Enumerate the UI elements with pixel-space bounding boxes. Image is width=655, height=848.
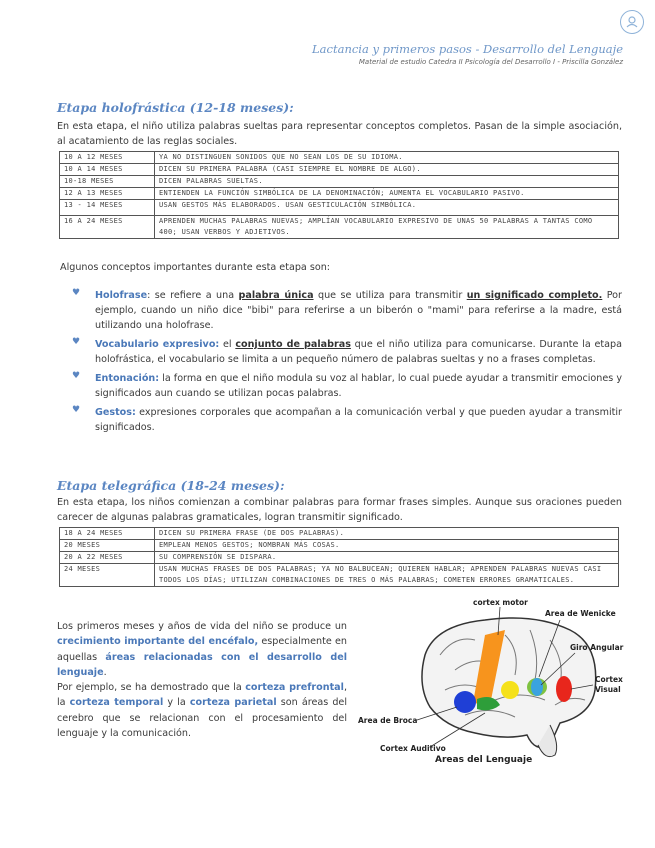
label-cortex-motor: cortex motor	[473, 598, 528, 607]
table-row	[60, 564, 619, 587]
concept-term: Entonación:	[95, 373, 160, 384]
label-area-wenicke: Area de Wenicke	[545, 609, 616, 618]
brain-paragraph	[57, 619, 347, 741]
holofrastica-table	[59, 151, 619, 239]
concept-text: la forma en que el niño modula su voz al hablar, lo cual puede ayudar a transmitir emociones y significados aun cuando se utilizan pocas palabras.	[95, 373, 622, 399]
text: Los primeros meses y años de vida del niño se produce un	[57, 621, 347, 632]
desc-cell: DICEN SU PRIMERA FRASE (DE DOS PALABRAS).	[155, 528, 619, 540]
label-giro-angular: Giro Angular	[570, 643, 624, 652]
concept-term: Holofrase	[95, 290, 148, 301]
table-row	[60, 552, 619, 564]
highlight: crecimiento importante del encéfalo,	[57, 636, 259, 648]
list-item	[72, 288, 622, 333]
concept-text: Por ejemplo, cuando un niño dice "bibi" para referirse a un biberón o "mami" para referirse a la madre, está utilizando una holofrase.	[95, 290, 622, 331]
logo-icon	[620, 10, 644, 34]
concept-emphasis: conjunto de palabras	[235, 339, 351, 350]
age-cell: 12 A 13 MESES	[60, 188, 155, 200]
concept-text: el	[219, 339, 236, 350]
age-cell: 10 A 12 MESES	[60, 152, 155, 164]
text: especialmente en aquellas	[57, 636, 348, 663]
text: , la	[57, 682, 347, 709]
desc-cell: SU COMPRENSIÓN SE DISPARA.	[155, 552, 619, 564]
desc-cell: USAN GESTOS MÁS ELABORADOS. USAN GESTICULACIÓN SIMBÓLICA.	[155, 200, 619, 216]
table-row	[60, 176, 619, 188]
highlight: corteza parietal	[189, 697, 277, 709]
section-title-telegrafica: Etapa telegráfica (18-24 meses):	[57, 478, 285, 493]
list-item	[72, 371, 622, 401]
age-cell: 10-18 MESES	[60, 176, 155, 188]
desc-cell: DICEN PALABRAS SUELTAS.	[155, 176, 619, 188]
concept-text: : se refiere a una	[147, 290, 239, 301]
visual-blue-area	[531, 678, 543, 696]
highlight: corteza temporal	[69, 697, 164, 709]
concepts-list	[72, 288, 622, 439]
table-row	[60, 540, 619, 552]
age-cell: 18 A 24 MESES	[60, 528, 155, 540]
table-row	[60, 216, 619, 239]
concept-text: expresiones corporales que acompañan a la comunicación verbal y que pueden ayudar a transmitir significados.	[95, 407, 622, 433]
telegrafica-intro: En esta etapa, los niños comienzan a combinar palabras para formar frases simples. Aunque sus oraciones pueden carecer de algunas palabras gramaticales, logran transmitir significado.	[57, 497, 622, 523]
telegrafica-table	[59, 527, 619, 587]
angular-gyrus-area	[501, 681, 519, 699]
text: .	[103, 666, 107, 678]
age-cell: 10 A 14 MESES	[60, 164, 155, 176]
desc-cell: EMPLEAN MENOS GESTOS; NOMBRAN MÁS COSAS.	[155, 540, 619, 552]
broca-area	[454, 691, 476, 713]
label-cortex-auditivo: Cortex Auditivo	[380, 744, 446, 753]
highlight: áreas relacionadas con el desarrollo del lenguaje	[57, 651, 347, 678]
concepts-intro: Algunos conceptos importantes durante esta etapa son:	[60, 262, 331, 273]
age-cell: 20 MESES	[60, 540, 155, 552]
heart-icon: ♥	[72, 288, 81, 298]
concept-term: Gestos:	[95, 407, 136, 418]
label-area-broca: Area de Broca	[358, 716, 418, 725]
desc-cell: YA NO DISTINGUEN SONIDOS QUE NO SEAN LOS DE SU IDIOMA.	[155, 152, 619, 164]
concept-emphasis: un significado completo.	[466, 290, 603, 301]
concept-term: Vocabulario expresivo:	[95, 339, 220, 350]
figure-caption: Areas del Lenguaje	[435, 755, 533, 765]
table-row	[60, 152, 619, 164]
holofrastica-intro: En esta etapa, el niño utiliza palabras sueltas para representar conceptos completos. Pasan de la simple asociación, al acatamiento de las reglas sociales.	[57, 121, 622, 147]
desc-cell: DICEN SU PRIMERA PALABRA (CASI SIEMPRE EL NOMBRE DE ALGO).	[155, 164, 619, 176]
age-cell: 20 A 22 MESES	[60, 552, 155, 564]
table-row	[60, 164, 619, 176]
table-row	[60, 528, 619, 540]
text: Por ejemplo, se ha demostrado que la	[57, 682, 246, 694]
header-title: Lactancia y primeros pasos - Desarrollo del Lenguaje	[312, 42, 623, 56]
age-cell: 13 - 14 MESES	[60, 200, 155, 216]
age-cell: 16 A 24 MESES	[60, 216, 155, 239]
concept-text: que se utiliza para transmitir	[313, 290, 467, 301]
heart-icon: ♥	[72, 337, 81, 347]
text: y la	[163, 697, 190, 709]
section-title-holofrastica: Etapa holofrástica (12-18 meses):	[57, 100, 294, 115]
text: son áreas del cerebro que se relacionan con el procesamiento del lenguaje y la comunicación.	[57, 697, 348, 740]
list-item	[72, 405, 622, 435]
desc-cell: ENTIENDEN LA FUNCIÓN SIMBÓLICA DE LA DENOMINACIÓN; AUMENTA EL VOCABULARIO PASIVO.	[155, 188, 619, 200]
table-row	[60, 188, 619, 200]
header-subtitle: Material de estudio Catedra II Psicología del Desarrollo I - Priscilla González	[358, 58, 623, 66]
age-cell: 24 MESES	[60, 564, 155, 587]
desc-cell: USAN MUCHAS FRASES DE DOS PALABRAS; YA NO BALBUCEAN; QUIEREN HABLAR; APRENDEN PALABRAS NUEVAS CASI TODOS LOS DÍAS; UTILIZAN COMBINACIONES DE TRES O MÁS PALABRAS; COMETEN ERRORES GRAMATICALES.	[155, 564, 619, 587]
heart-icon: ♥	[72, 405, 81, 415]
desc-cell: APRENDEN MUCHAS PALABRAS NUEVAS; AMPLÍAN VOCABULARIO EXPRESIVO DE UNAS 50 PALABRAS A TANTAS COMO 400; USAN VERBOS Y ADJETIVOS.	[155, 216, 619, 239]
concept-text: que el niño utiliza para comunicarse. Durante la etapa holofrástica, el vocabulario se limita a un pequeño número de palabras sueltas y no a frases completas.	[95, 339, 622, 365]
table-row	[60, 200, 619, 216]
highlight: corteza prefrontal	[245, 682, 344, 694]
heart-icon: ♥	[72, 371, 81, 381]
visual-red-area	[556, 676, 572, 702]
label-cortex-visual: Cortex Visual	[595, 675, 623, 694]
list-item	[72, 337, 622, 367]
concept-emphasis: palabra única	[238, 290, 314, 301]
brain-figure	[355, 595, 645, 770]
